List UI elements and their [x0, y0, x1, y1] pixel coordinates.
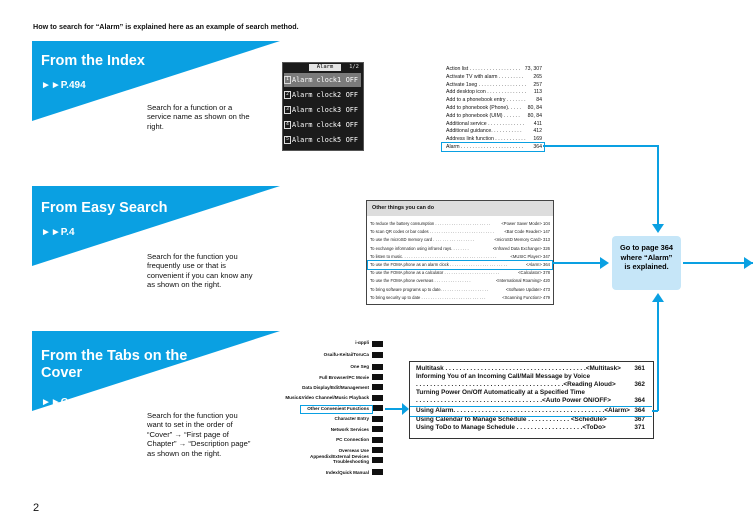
- other-things-row: To use the FOMA phone as a calculator . . . . . . . . . . . . . . . . . . . . . . . . <Calculator> 378: [370, 270, 550, 276]
- index-entry: Address link function . . . . . . . . . . . 169: [446, 136, 542, 143]
- index-entry: Additional guidance. . . . . . . . . . . 412: [446, 128, 542, 135]
- index-entry: Add to phonebook (Phone). . . . . 80, 84: [446, 105, 542, 111]
- phone-menu-item[interactable]: 3 Alarm clock3 OFF: [284, 103, 361, 117]
- section-title-easy-search: From Easy Search: [41, 200, 168, 216]
- toc-entry: Using ToDo to Manage Schedule . . . . . . . . . . . . . . . . . . .<ToDo> 371: [416, 424, 645, 431]
- index-entry: Activate TV with alarm . . . . . . . . . 265: [446, 73, 542, 80]
- toc-entry: Informing You of an Incoming Call/Mail Message by Voice: [416, 373, 590, 380]
- index-entry: Add to phonebook (UIM) . . . . . . 80, 84: [446, 112, 542, 119]
- section-desc-tabs: Search for the function you want to set in the order of “Cover” → “First page of Chapter” → “Description page” as shown on the right.: [147, 411, 251, 458]
- toc-entry: Multitask . . . . . . . . . . . . . . . . . . . . . . . . . . . . . . . . . . . . . . . .<Multitask> 361: [416, 365, 645, 372]
- phone-page-indicator: 1/2: [349, 64, 359, 70]
- tab-label[interactable]: Osaifu-Keitai/ToruCa: [323, 352, 369, 357]
- tab-label[interactable]: Music&Video Channel/Music Playback: [285, 395, 369, 400]
- other-things-row: To scan QR codes or bar codes . . . . . . . . . . . . . . . . . . . . . . . . . . . . <Bar Code Reader> 147: [370, 229, 550, 235]
- other-things-row: To bring software programs up to date. . . . . . . . . . . . . . . . . . . . . <Software Update> 473: [370, 286, 550, 292]
- arrowhead-right-icon: [600, 257, 609, 269]
- arrowhead-right-icon: [402, 403, 409, 415]
- tab-label[interactable]: Full Browser/PC Movie: [319, 375, 369, 380]
- section-ref-tabs: ►►Cover page: [41, 397, 116, 408]
- index-entry: Add to a phonebook entry . . . . . . . 84: [446, 97, 542, 104]
- section-ref-index: ►►P.494: [41, 80, 86, 91]
- section-title-index: From the Index: [41, 53, 145, 69]
- page-number: 2: [33, 502, 40, 514]
- index-entry-alarm: Alarm . . . . . . . . . . . . . . . . . . . . . . 364: [446, 144, 542, 150]
- tab-label[interactable]: Index/Quick Manual: [325, 470, 369, 475]
- tab-label[interactable]: Character Entry: [334, 416, 369, 421]
- index-entry: Activate 1seg . . . . . . . . . . . . . . . . . 257: [446, 81, 542, 88]
- tab-label[interactable]: One Seg: [350, 364, 369, 369]
- other-things-row-alarm: To use the FOMA phone as an alarm clock . . . . . . . . . . . . . . . . . . . . . . . . . <Alarm> 364: [370, 262, 550, 267]
- index-entry: Add desktop icon . . . . . . . . . . . . . . 113: [446, 89, 542, 96]
- toc-entry: . . . . . . . . . . . . . . . . . . . . . . . . . . . . . . . . . . . .<Auto Power ON/OFF> 364: [416, 397, 645, 404]
- other-things-row: To bring security up to date . . . . . . . . . . . . . . . . . . . . . . . . . . . . <Scanning Function> 479: [370, 294, 550, 300]
- section-ref-easy-search: ►►P.4: [41, 227, 75, 238]
- toc-entry-alarm: Using Alarm. . . . . . . . . . . . . . . . . . . . . . . . . . . . . . . . . . . . . . . . . . .<Alarm> 364: [416, 407, 645, 414]
- tab-label[interactable]: Data Display/Edit/Management: [302, 385, 369, 390]
- phone-title: Alarm: [309, 64, 341, 71]
- connector-line-index: [543, 146, 658, 224]
- section-desc-easy-search: Search for the function you frequently use or that is convenient if you can know any as shown on the right.: [147, 252, 253, 290]
- phone-menu-item[interactable]: 4 Alarm clock4 OFF: [284, 118, 361, 132]
- other-things-row: To listen to music. . . . . . . . . . . . . . . . . . . . . . . . . . . . . . . . . . . . . . . . . <MUSIC Player> 347: [370, 253, 550, 259]
- other-things-row: To use the FOMA phone overseas . . . . . . . . . . . . . . . . <International Roaming> 420: [370, 278, 550, 284]
- phone-menu-item[interactable]: 1 Alarm clock1 OFF: [284, 73, 361, 87]
- other-things-title: Other things you can do: [367, 201, 553, 216]
- arrowhead-right-icon: [744, 257, 753, 269]
- tab-label[interactable]: Overseas Use: [338, 448, 369, 453]
- index-entry: Additional service . . . . . . . . . . . . . 411: [446, 120, 542, 127]
- section-desc-index: Search for a function or a service name as shown on the right.: [147, 103, 250, 131]
- other-things-row: To use the microSD memory card . . . . . . . . . . . . . . . . . . <microSD Memory Card> 313: [370, 237, 550, 243]
- section-title-tabs: From the Tabs on the Cover: [41, 348, 188, 381]
- toc-entry: Using Calendar to Manage Schedule . . . . . . . . . . . . <Schedule> 367: [416, 416, 645, 423]
- other-things-row: To reduce the battery consumption . . . . . . . . . . . . . . . . . . . . . . . . <Power Saver Mode> 104: [370, 221, 550, 226]
- tab-label[interactable]: i-αppli: [355, 340, 369, 345]
- tab-label-selected[interactable]: Other Convenient Functions: [307, 406, 369, 411]
- phone-menu-item[interactable]: 5 Alarm clock5 OFF: [284, 133, 361, 147]
- index-entry: Action list . . . . . . . . . . . . . . . . . . 73, 307: [446, 66, 542, 72]
- tab-label[interactable]: Appendix/External Devices Troubleshooting: [310, 454, 369, 464]
- other-things-row: To exchange information using infrared rays. . . . . . . . <Infrared Data Exchange> 326: [370, 245, 550, 251]
- intro-text: How to search for “Alarm” is explained here as an example of search method.: [33, 22, 299, 31]
- arrowhead-up-icon: [652, 293, 664, 302]
- phone-menu-item[interactable]: 2 Alarm clock2 OFF: [284, 88, 361, 102]
- arrowhead-down-icon: [652, 224, 664, 233]
- toc-entry: . . . . . . . . . . . . . . . . . . . . . . . . . . . . . . . . . . . . . . . . . .<Reading Aloud> 362: [416, 381, 645, 388]
- tab-label[interactable]: Network Services: [330, 427, 369, 432]
- goto-callout: Go to page 364 where “Alarm” is explained.: [612, 236, 681, 290]
- toc-entry: Turning Power On/Off Automatically at a Specified Time: [416, 389, 585, 396]
- tab-label[interactable]: PC Connection: [336, 437, 369, 442]
